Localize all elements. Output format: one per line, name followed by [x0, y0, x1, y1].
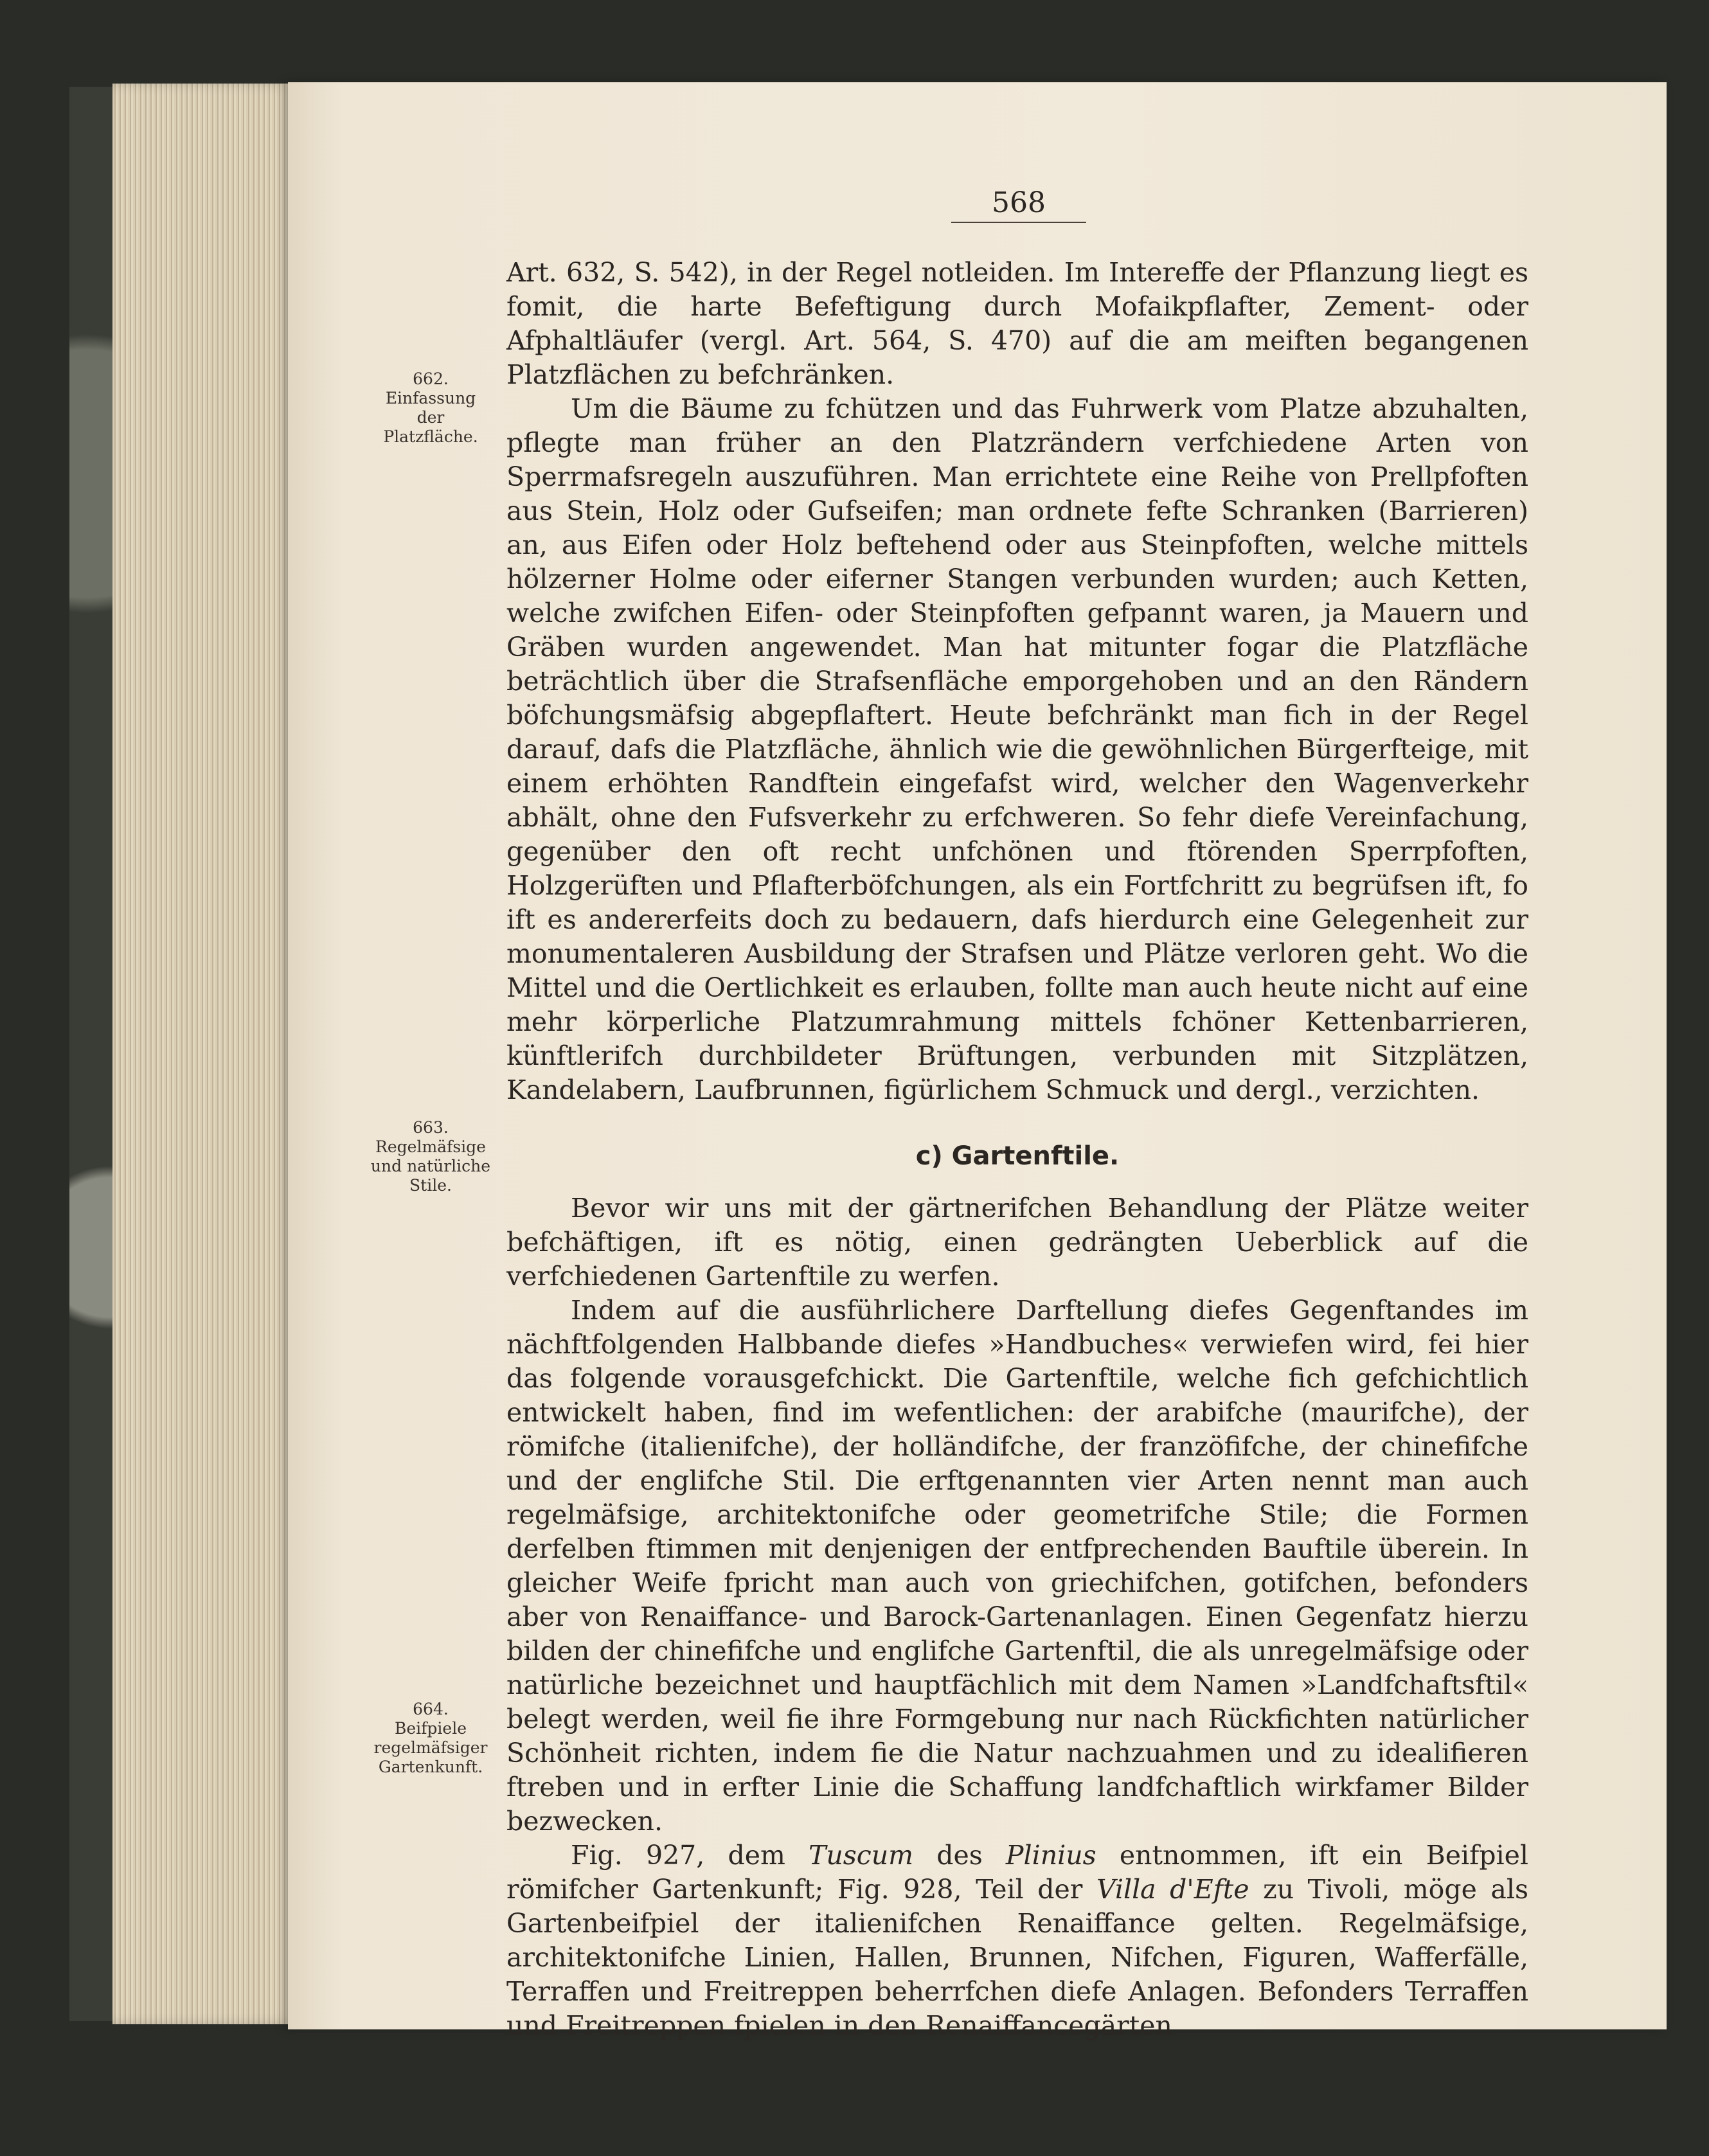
margin-note-number: 664. — [413, 1700, 449, 1718]
paragraph: Um die Bäume zu fchützen und das Fuhrwerk vom Platze abzuhalten, pflegte man früher an den Platzrändern verfchiedene Arten von Sperrmafsregeln auszuführen. Man errichtete eine Reihe von Prellpfoften aus Stein, Holz oder Gufseifen; man ordnete fefte Schranken (Barrieren) an, aus Eifen oder Holz beftehend oder aus Steinpfoften, welche mittels hölzerner Holme oder eiferner Stangen verbunden wurden; auch Ketten, welche zwifchen Eifen- oder Steinpfoften gefpannt waren, ja Mauern und Gräben wurden angewendet. Man hat mitunter fogar die Platzfläche beträchtlich über die Strafsenfläche emporgehoben und an den Rändern böfchungsmäfsig abgepflaftert. Heute befchränkt man fich in der Regel darauf, dafs die Platzfläche, ähnlich wie die gewöhnlichen Bürgerfteige, mit einem erhöhten Randftein eingefafst wird, welcher den Wagenverkehr abhält, ohne den Fufsverkehr zu erfchweren. So fehr diefe Vereinfachung, gegenüber den oft recht unfchönen und ftörenden Sperrpfoften, Holzgerüften und Pflafterböfchungen, als ein Fortfchritt zu begrüfsen ift, fo ift es andererfeits doch zu bedauern, dafs hierdurch eine Gelegenheit zur monumentaleren Ausbildung der Strafsen und Plätze verloren geht. Wo die Mittel und die Oertlichkeit es erlauben, follte man auch heute nicht auf eine mehr körperliche Platzumrahmung mittels fchöner Kettenbarrieren, künftlerifch durchbildeter Brüftungen, verbunden mit Sitzplätzen, Kandelabern, Laufbrunnen, figürlichem Schmuck und dergl., verzichten. — [506, 393, 1528, 1105]
margin-note-664 — [366, 1700, 495, 1777]
margin-note-number: 663. — [413, 1118, 449, 1137]
paragraph: Art. 632, S. 542), in der Regel notleiden. Im Intereffe der Pflanzung liegt es fomit, die harte Befeftigung durch Mofaikpflafter, Zement- oder Afphaltläufer (vergl. Art. 564, S. 470) auf die am meiften begangenen Platzflächen zu befchränken. — [506, 257, 1528, 390]
paragraph — [506, 1839, 1528, 2043]
italic-term: Villa d'Efte — [1096, 1874, 1249, 1905]
margin-note-line: Regelmäfsige — [375, 1137, 486, 1156]
italic-term: Plinius — [1005, 1840, 1096, 1871]
margin-note-line: Gartenkunft. — [378, 1758, 483, 1776]
margin-note-line: Beifpiele — [395, 1719, 467, 1738]
page-number: 568 — [951, 186, 1086, 223]
margin-note-line: und natürliche — [370, 1157, 491, 1175]
margin-note-line: Stile. — [409, 1176, 452, 1195]
paragraph: Bevor wir uns mit der gärtnerifchen Behandlung der Plätze weiter befchäftigen, ift es nötig, einen gedrängten Ueberblick auf die verfchiedenen Gartenftile zu werfen. — [506, 1193, 1528, 1292]
margin-note-line: regelmäfsiger — [373, 1738, 488, 1757]
paragraph: Indem auf die ausführlichere Darftellung diefes Gegenftandes im nächftfolgenden Halbbande diefes »Handbuches« verwiefen wird, fei hier das folgende vorausgefchickt. Die Gartenftile, welche fich gefchichtlich entwickelt haben, find im wefentlichen: der arabifche (maurifche), der römifche (italienifche), der holländifche, der franzöfifche, der chinefifche und der englifche Stil. Die erftgenannten vier Arten nennt man auch regelmäfsige, architektonifche oder geometrifche Stile; die Formen derfelben ftimmen mit denjenigen der entfprechenden Bauftile überein. In gleicher Weife fpricht man auch von griechifchen, gotifchen, befonders aber von Renaiffance- und Barock-Gartenanlagen. Einen Gegenfatz hierzu bilden der chinefifche und englifche Gartenftil, die als unregelmäfsige oder natürliche bezeichnet und hauptfächlich mit dem Namen »Landfchaftsftil« belegt werden, weil fie ihre Formgebung nur nach Rückfichten natürlicher Schönheit richten, indem fie die Natur nachzuahmen und zu idealifieren ftreben und in erfter Linie die Schaffung landfchaftlich wirkfamer Bilder bezwecken. — [506, 1295, 1528, 1837]
page-edges — [112, 84, 299, 2024]
section-heading: c) Gartenftile. — [915, 1141, 1120, 1171]
margin-note-663 — [366, 1118, 495, 1195]
body-text — [506, 256, 1528, 2043]
text-run: des — [913, 1840, 1006, 1871]
margin-note-662 — [366, 370, 495, 447]
margin-note-number: 662. — [413, 370, 449, 388]
text-run: Fig. 927, dem — [571, 1840, 809, 1871]
margin-note-line: der — [416, 408, 445, 427]
text-run: zu Tivoli, möge als Gartenbeifpiel der italienifchen Renaiffance gelten. Regelmäfsige, architektonifche Linien, Hallen, Brunnen, Nifchen, Figuren, Wafferfälle, Terraffen und Freitreppen beherrfchen diefe Anlagen. Befonders Terraffen und Freitreppen fpielen in den Renaiffancegärten — [506, 1874, 1528, 2041]
italic-term: Tuscum — [809, 1840, 914, 1871]
margin-note-line: Einfassung — [385, 389, 476, 407]
text-run: entnommen, ift ein Beifpiel römifcher Gartenkunft; Fig. 928, Teil der — [506, 1840, 1528, 1905]
margin-note-line: Platzfläche. — [383, 427, 478, 446]
